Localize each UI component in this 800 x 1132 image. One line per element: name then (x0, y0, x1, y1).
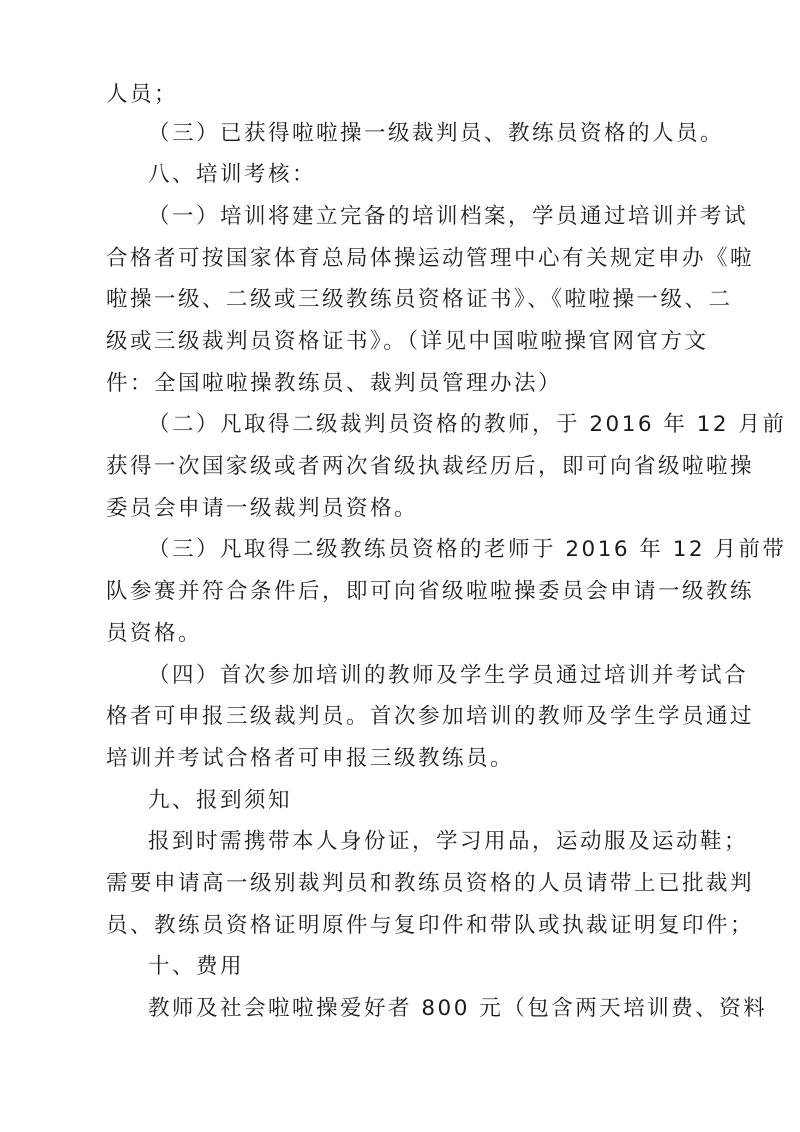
section-heading-registration: 九、报到须知 (148, 788, 293, 813)
text-line-11: 委员会申请一级裁判员资格。 (106, 496, 419, 521)
text-line-7: 级或三级裁判员资格证书》。（详见中国啦啦操官网官方文 (106, 329, 709, 354)
text-line-9: （二）凡取得二级裁判员资格的教师，于 2016 年 12 月前 (148, 412, 787, 437)
text-line-6: 啦操一级、二级或三级教练员资格证书》、《啦啦操一级、二 (106, 287, 733, 312)
text-line-19: 报到时需携带本人身份证，学习用品，运动服及运动鞋； (148, 829, 749, 854)
text-line-2: （三）已获得啦啦操一级裁判员、教练员资格的人员。 (148, 121, 725, 146)
text-line-16: 格者可申报三级裁判员。首次参加培训的教师及学生学员通过 (106, 704, 755, 729)
text-line-14: 员资格。 (106, 621, 203, 646)
text-line-12: （三）凡取得二级教练员资格的老师于 2016 年 12 月前带 (148, 537, 787, 562)
text-line-20: 需要申请高一级别裁判员和教练员资格的人员请带上已批裁判 (106, 871, 755, 896)
text-line-1: 人员； (106, 82, 179, 107)
text-line-21: 员、教练员资格证明原件与复印件和带队或执裁证明复印件； (106, 913, 755, 938)
text-line-10: 获得一次国家级或者两次省级执裁经历后，即可向省级啦啦操 (106, 454, 755, 479)
text-line-13: 队参赛并符合条件后，即可向省级啦啦操委员会申请一级教练 (106, 579, 755, 604)
text-line-23: 教师及社会啦啦操爱好者 800 元（包含两天培训费、资料 (148, 996, 768, 1021)
text-line-8: 件：全国啦啦操教练员、裁判员管理办法） (106, 371, 563, 396)
text-line-4: （一）培训将建立完备的培训档案，学员通过培训并考试 (148, 204, 749, 229)
text-line-15: （四）首次参加培训的教师及学生学员通过培训并考试合 (148, 663, 749, 688)
text-line-17: 培训并考试合格者可申报三级教练员。 (106, 746, 515, 771)
section-heading-fees: 十、费用 (148, 954, 245, 979)
section-heading-training-assessment: 八、培训考核： (148, 162, 317, 187)
text-line-5: 合格者可按国家体育总局体操运动管理中心有关规定申办《啦 (106, 246, 755, 271)
